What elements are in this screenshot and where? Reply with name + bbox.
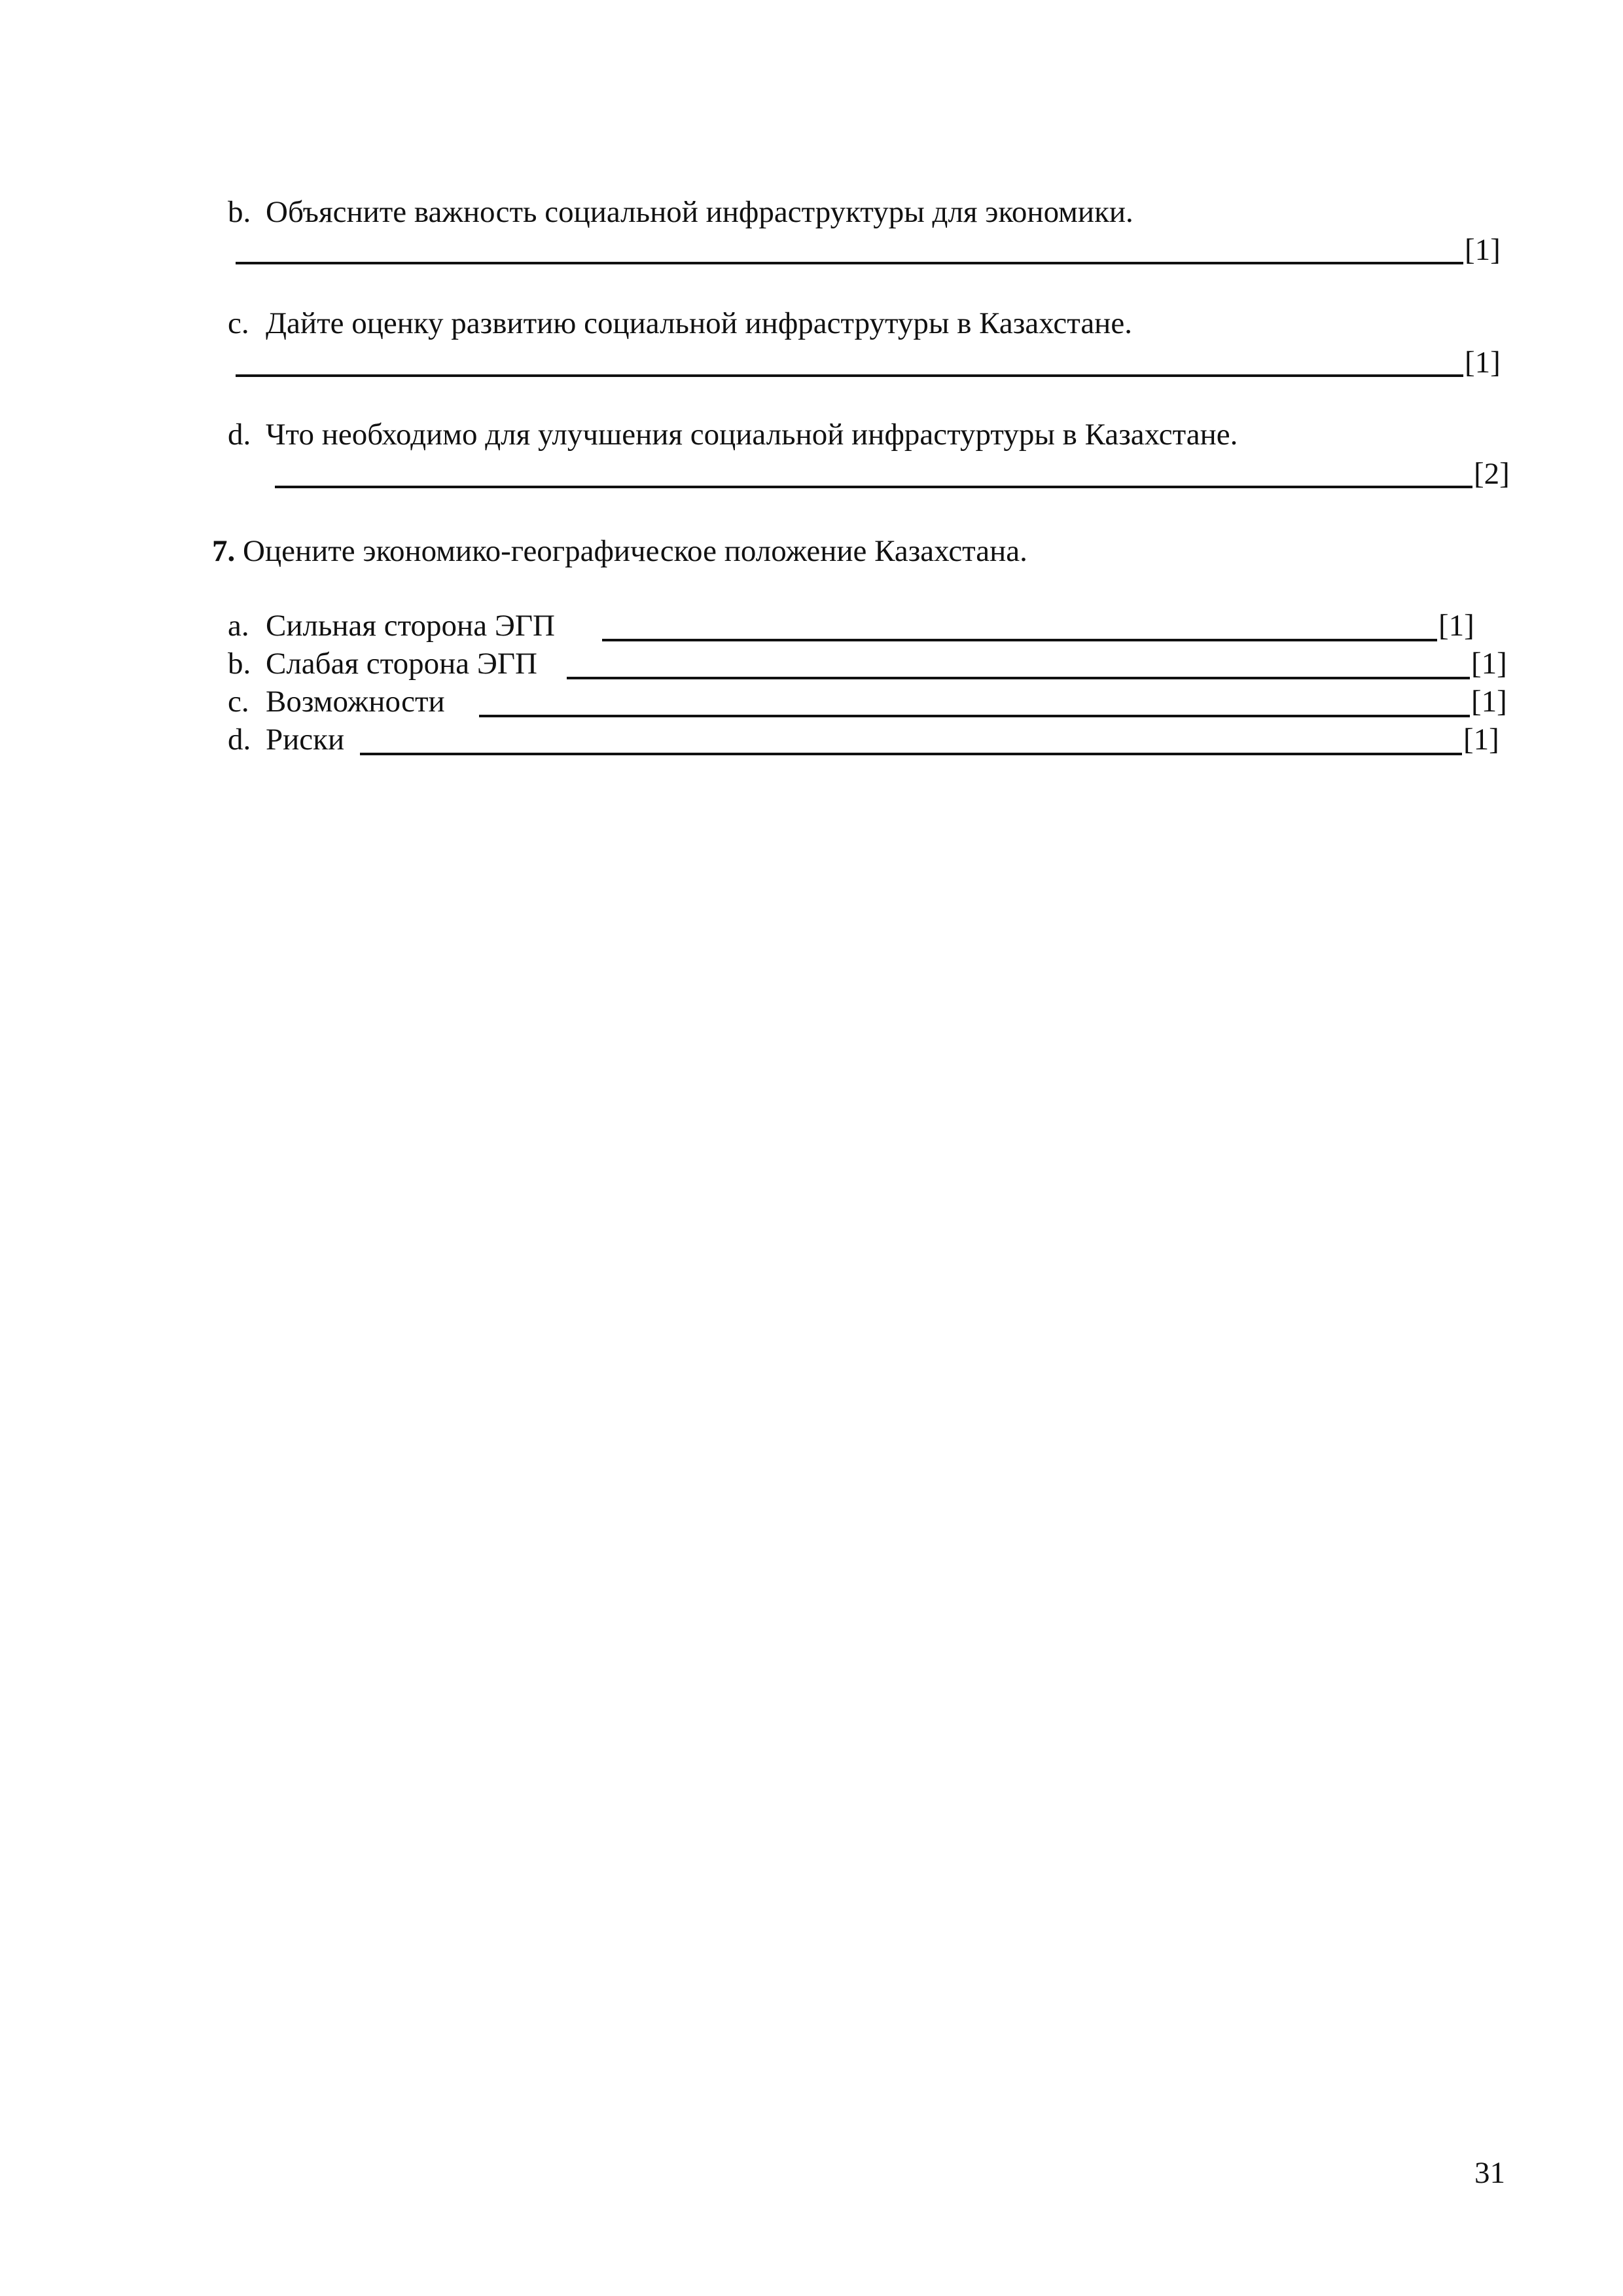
item-text: Объясните важность социальной инфраструктуры для экономики. — [266, 195, 1133, 229]
mark-allocation: [1] — [1465, 346, 1501, 380]
question-item-c — [228, 305, 1132, 342]
answer-line[interactable] — [236, 262, 1463, 264]
question-7 — [212, 533, 1027, 569]
question-item-d — [228, 416, 1238, 453]
mark-allocation: [1] — [1465, 233, 1501, 267]
answer-line[interactable] — [567, 677, 1470, 679]
mark-allocation: [1] — [1438, 609, 1474, 643]
item-letter: d. — [228, 418, 251, 452]
item-text: Что необходимо для улучшения социальной инфрастуртуры в Казахстане. — [266, 418, 1238, 452]
item-text: Слабая сторона ЭГП — [266, 647, 537, 681]
page-number: 31 — [1474, 2156, 1505, 2190]
item-letter: b. — [228, 195, 251, 229]
item-letter: a. — [228, 609, 249, 643]
item-text: Сильная сторона ЭГП — [266, 609, 555, 643]
item-letter: b. — [228, 647, 251, 681]
question-text: Оцените экономико-географическое положение Казахстана. — [243, 534, 1027, 568]
question-number: 7. — [212, 534, 236, 568]
question-7-item-a — [228, 607, 555, 644]
question-7-item-d — [228, 721, 344, 758]
answer-line[interactable] — [275, 486, 1472, 488]
item-text: Возможности — [266, 685, 445, 719]
answer-line[interactable] — [360, 753, 1462, 755]
mark-allocation: [1] — [1471, 647, 1507, 681]
answer-line[interactable] — [236, 374, 1463, 377]
item-letter: d. — [228, 723, 251, 757]
question-item-b — [228, 194, 1133, 230]
item-text: Дайте оценку развитию социальной инфраструтуры в Казахстане. — [266, 306, 1132, 340]
answer-line[interactable] — [479, 715, 1470, 717]
mark-allocation: [1] — [1471, 685, 1507, 719]
question-7-item-c — [228, 683, 445, 720]
mark-allocation: [2] — [1474, 457, 1510, 491]
item-text: Риски — [266, 723, 345, 757]
mark-allocation: [1] — [1463, 723, 1499, 757]
question-7-item-b — [228, 645, 537, 682]
item-letter: c. — [228, 306, 249, 340]
answer-line[interactable] — [602, 639, 1437, 641]
item-letter: c. — [228, 685, 249, 719]
